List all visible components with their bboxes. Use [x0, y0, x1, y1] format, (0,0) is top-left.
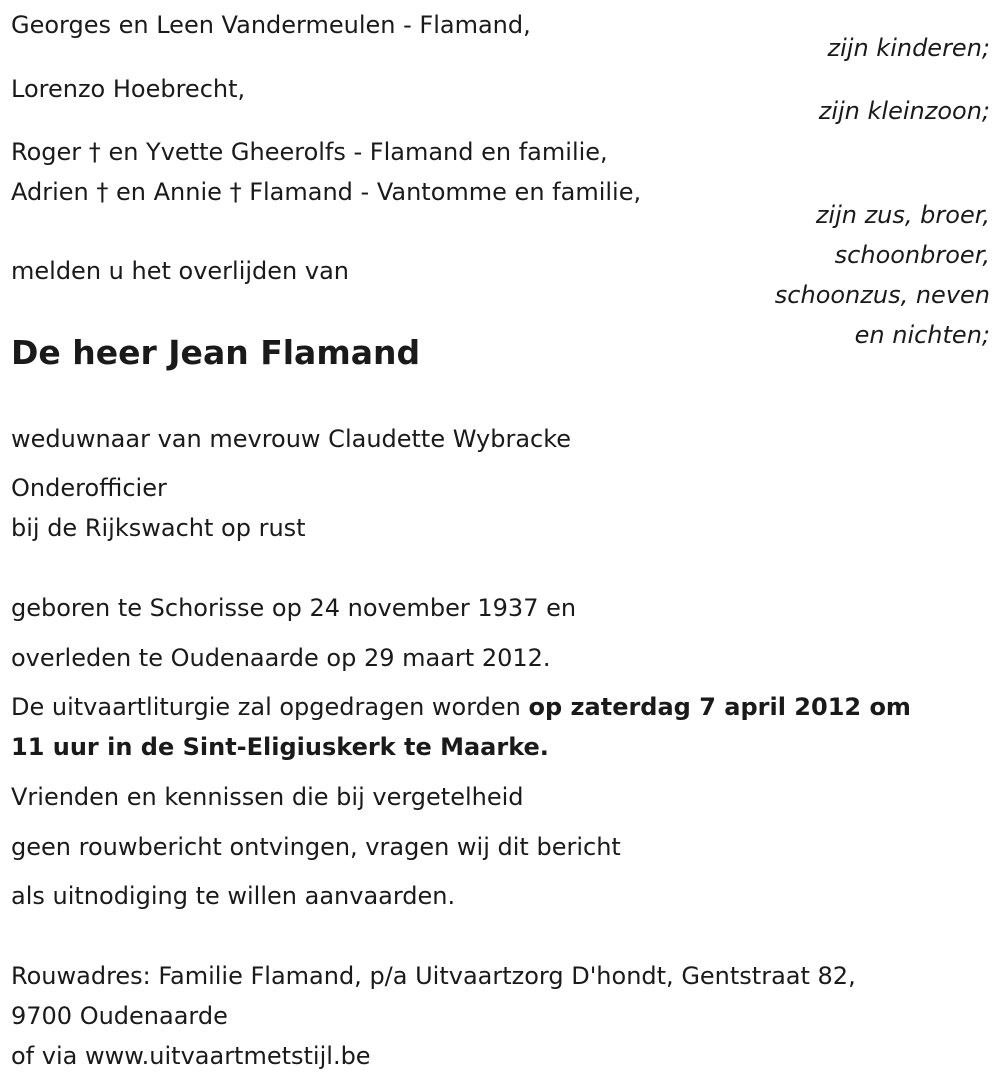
sibling-role-2: schoonbroer,: [834, 241, 990, 269]
funeral-line-2: 11 uur in de Sint-Eligiuskerk te Maarke.: [11, 733, 549, 761]
deceased-name: De heer Jean Flamand: [11, 333, 421, 372]
rank-line: Onderofficier: [11, 474, 167, 502]
sibling-name-roger: Roger: [11, 138, 82, 166]
widower-line: weduwnaar van mevrouw Claudette Wybracke: [11, 425, 572, 453]
grandson-line: Lorenzo Hoebrecht,: [11, 75, 246, 103]
born-line: geboren te Schorisse op 24 november 1937 en: [11, 594, 577, 622]
grandson-role: zijn kleinzoon;: [818, 97, 990, 125]
address-line-1: Rouwadres: Familie Flamand, p/a Uitvaartzorg D'hondt, Gentstraat 82,: [11, 962, 856, 990]
cross-icon: †: [96, 178, 109, 206]
sibling-line-2-mid: en Annie: [116, 178, 222, 206]
sibling-role-3: schoonzus, neven: [774, 281, 990, 309]
funeral-line-1: [11, 692, 911, 722]
funeral-date: op zaterdag 7 april 2012 om: [528, 693, 911, 721]
address-line-2: 9700 Oudenaarde: [11, 1002, 228, 1030]
sibling-line-1-rest: en Yvette Gheerolfs - Flamand en familie,: [108, 138, 608, 166]
invitation-line-2: geen rouwbericht ontvingen, vragen wij dit bericht: [11, 833, 621, 861]
service-line: bij de Rijkswacht op rust: [11, 514, 306, 542]
children-line: Georges en Leen Vandermeulen - Flamand,: [11, 11, 531, 39]
died-line: overleden te Oudenaarde op 29 maart 2012.: [11, 644, 551, 672]
cross-icon: †: [88, 138, 101, 166]
sibling-line-2: [11, 177, 641, 207]
sibling-name-adrien: Adrien: [11, 178, 89, 206]
cross-icon: †: [229, 178, 242, 206]
sibling-role-1: zijn zus, broer,: [815, 201, 990, 229]
announcement-intro: melden u het overlijden van: [11, 257, 349, 285]
invitation-line-1: Vrienden en kennissen die bij vergetelheid: [11, 783, 524, 811]
address-line-3: of via www.uitvaartmetstijl.be: [11, 1042, 371, 1070]
sibling-line-2-rest: Flamand - Vantomme en familie,: [249, 178, 642, 206]
invitation-line-3: als uitnodiging te willen aanvaarden.: [11, 882, 456, 910]
sibling-role-4: en nichten;: [854, 321, 990, 349]
sibling-line-1: [11, 137, 608, 167]
children-role: zijn kinderen;: [827, 34, 990, 62]
funeral-text: De uitvaartliturgie zal opgedragen worden: [11, 693, 529, 721]
